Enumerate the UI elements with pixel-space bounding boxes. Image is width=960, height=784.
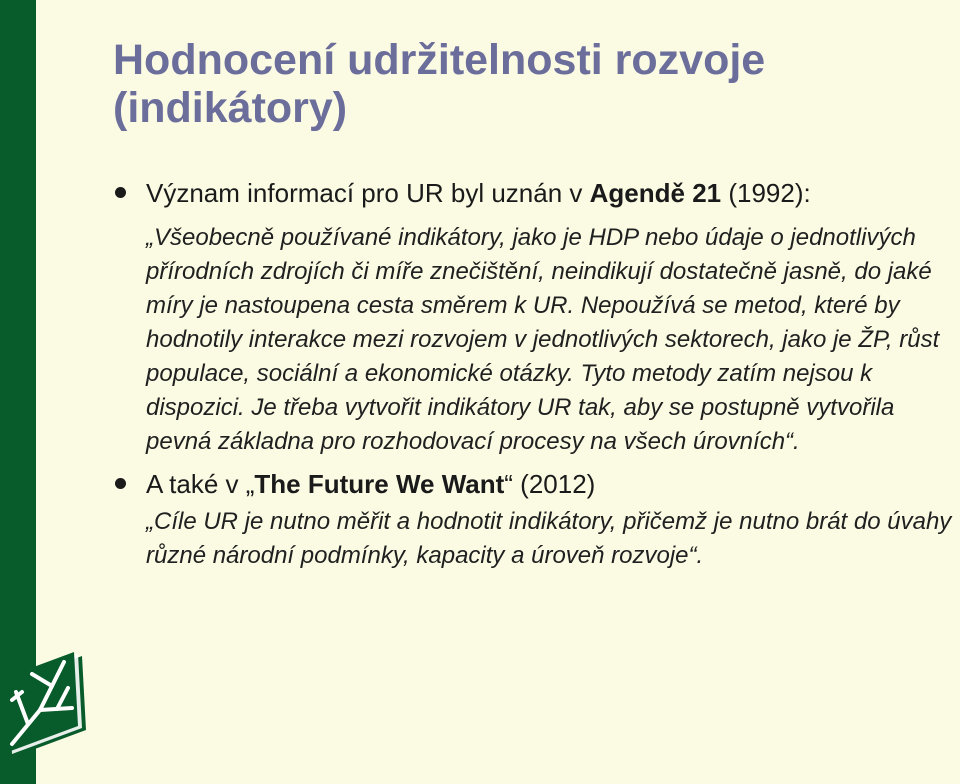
bullet-dot-icon: [115, 187, 126, 198]
bullet-intro: Význam informací pro UR byl uznán v: [146, 178, 590, 208]
bullet-bold: The Future We Want: [254, 469, 505, 499]
quote-future-we-want: „Cíle UR je nutno měřit a hodnotit indikátory, přičemž je nutno brát do úvahy různé národní podmínky, kapacity a úroveň rozvoje“.: [146, 508, 952, 569]
bullet-item-future-we-want: [115, 469, 955, 500]
page-title: Hodnocení udržitelnosti rozvoje (indikátory): [113, 36, 766, 132]
bullet-dot-icon: [115, 478, 126, 489]
content-area: [115, 178, 955, 573]
quote-agenda21: „Všeobecně používané indikátory, jako je HDP nebo údaje o jednotlivých přírodních zdrojích či míře znečištění, neindikují dostatečně jasně, do jaké míry je nastoupena cesta směrem k UR. Nepoužívá se metod, které by hodnotily interakce mezi rozvojem v jednotlivých sektorech, jako je ŽP, růst populace, sociální a ekonomické otázky. Tyto metody zatím nejsou k dispozici. Je třeba vytvořit indikátory UR tak, aby se postupně vytvořila pevná základna pro rozhodovací procesy na všech úrovních“.: [146, 224, 940, 455]
bullet-item-agenda21: [115, 178, 955, 209]
bullet-outro: “ (2012): [504, 469, 596, 499]
tree-book-logo-icon: [2, 652, 88, 756]
bullet-bold: Agendě 21: [589, 178, 722, 208]
bullet-intro: A také v „: [146, 469, 255, 499]
bullet-outro: (1992):: [721, 178, 811, 208]
